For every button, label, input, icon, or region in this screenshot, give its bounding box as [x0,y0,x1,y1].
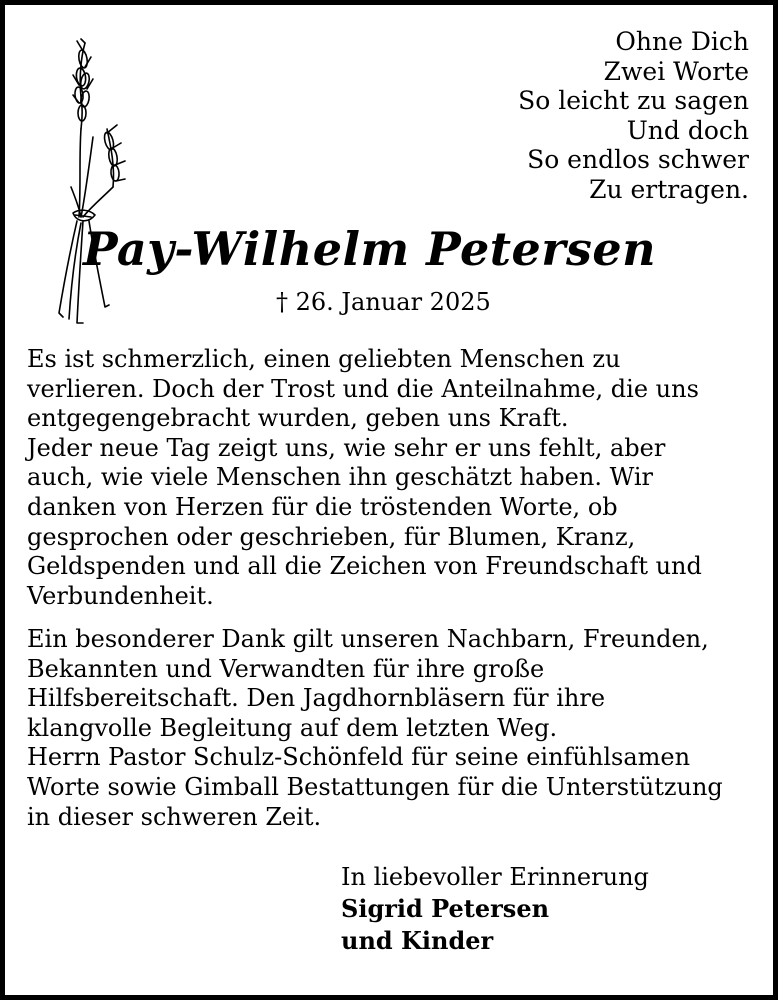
death-date: † 26. Januar 2025 [276,288,491,316]
wheat-ears-icon [41,37,141,333]
poem-line: Und doch [626,115,749,145]
paragraph-line: Verbundenheit. [27,581,214,610]
paragraph-line: Worte sowie Gimball Bestattungen für die Unterstützung [27,772,723,801]
deceased-name: Pay-Wilhelm Petersen [83,222,657,276]
paragraph-line: gesprochen oder geschrieben, für Blumen, Kranz, [27,522,636,551]
poem-line: Zwei Worte [603,56,749,86]
paragraph-line: klangvolle Begleitung auf dem letzten Weg. [27,713,558,742]
poem-line: Zu ertragen. [589,174,749,204]
poem-line: So endlos schwer [527,145,749,174]
paragraph-line: danken von Herzen für die tröstenden Worte, ob [27,492,618,521]
paragraph-line: Ein besonderer Dank gilt unseren Nachbarn, Freunden, [27,625,709,653]
paragraph-line: Hilfsbereitschaft. Den Jagdhornbläsern für ihre [27,684,606,713]
paragraph-line: verlieren. Doch der Trost und die Anteilnahme, die uns [27,374,699,403]
signature-name: und Kinder [341,926,494,955]
paragraph-line: entgegengebracht wurden, geben uns Kraft. [27,404,569,433]
thanks-paragraph-2 [27,625,767,832]
signature-intro: In liebevoller Erinnerung [341,863,649,891]
paragraph-line: Es ist schmerzlich, einen geliebten Menschen zu [27,345,621,373]
paragraph-line: Jeder neue Tag zeigt uns, wie sehr er uns fehlt, aber [27,433,666,462]
signature-name: Sigrid Petersen [341,894,550,923]
thanks-paragraph-1 [27,345,767,611]
paragraph-line: in dieser schweren Zeit. [27,802,322,831]
paragraph-line: Bekannten und Verwandten für ihre große [27,654,545,683]
paragraph-line: Herrn Pastor Schulz-Schönfeld für seine einfühlsamen [27,743,691,772]
paragraph-line: auch, wie viele Menschen ihn geschätzt haben. Wir [27,463,653,492]
poem-line: So leicht zu sagen [518,86,749,115]
poem-line: Ohne Dich [615,27,749,56]
paragraph-line: Geldspenden und all die Zeichen von Freundschaft und [27,552,702,581]
signature-block [341,861,649,957]
poem [518,27,749,204]
